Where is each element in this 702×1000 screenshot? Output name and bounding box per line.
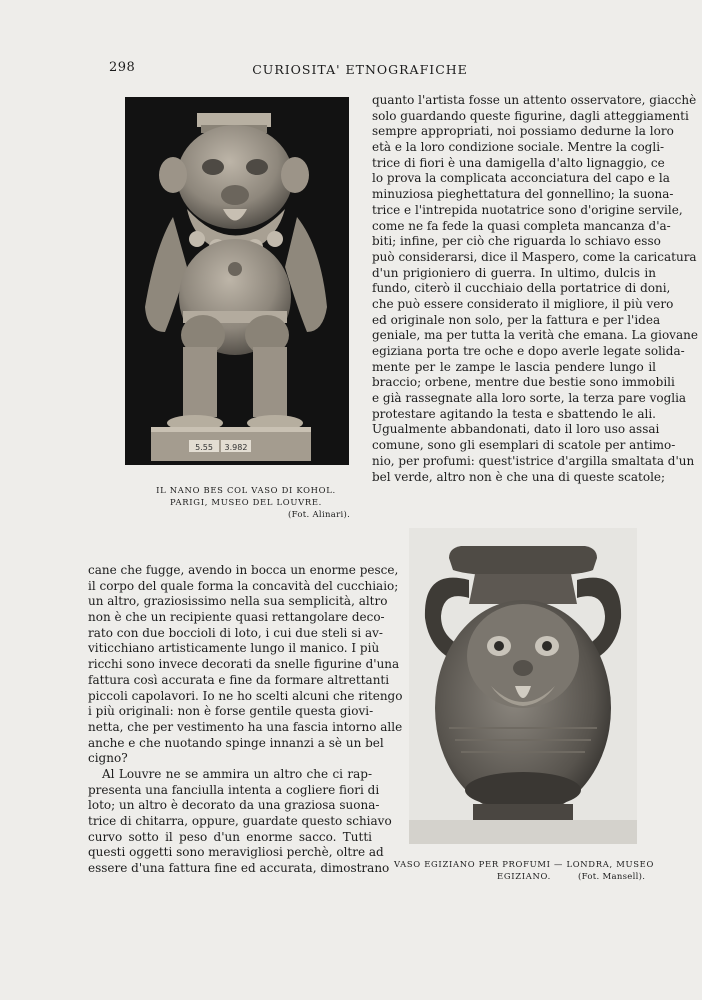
- text-line: come ne fa fede la quasi completa mancanza d'a-: [372, 218, 671, 233]
- text-line: Ugualmente abbandonati, dato il loro uso assai: [372, 422, 660, 437]
- text-line: trice di chitarra, oppure, guardate questo schiavo: [88, 814, 392, 828]
- text-column-left: [88, 563, 403, 877]
- figure-1-caption: [130, 484, 362, 508]
- text-line: solo guardando queste figurine, dagli atteggiamenti: [372, 108, 689, 123]
- text-line: cane che fugge, avendo in bocca un enorme pesce,: [88, 563, 399, 577]
- perfume-vase-illustration: [409, 528, 637, 844]
- text-line: nio, per profumi: quest'istrice d'argilla smaltata d'un: [372, 453, 695, 468]
- text-line: biti; infine, per ciò che riguarda lo schiavo esso: [372, 234, 661, 249]
- figure-2-caption: VASO EGIZIANO PER PROFUMI — LONDRA, MUSEO EGIZIANO.: [393, 859, 655, 881]
- text-line: fundo, citerò il cucchiaio della portatrice di doni,: [372, 281, 671, 296]
- text-line: il corpo del quale forma la concavità del cucchiaio;: [88, 578, 399, 593]
- text-line: mente per le zampe le lascia pendere lungo il: [372, 359, 656, 374]
- text-line: loto; un altro è decorato da una graziosa suona-: [88, 798, 380, 813]
- page-number: 298: [109, 60, 136, 75]
- text-line: essere d'una fattura fine ed accurata, dimostrano: [88, 861, 390, 876]
- text-line: viticchiano artisticamente lungo il manico. I più: [88, 641, 380, 656]
- text-line: braccio; orbene, mentre due bestie sono immobili: [372, 375, 675, 390]
- text-line: d'un prigioniero di guerra. In ultimo, dulcis in: [372, 265, 656, 280]
- text-line: lo prova la complicata acconciatura del capo e la: [372, 171, 670, 186]
- text-line: che può essere considerato il migliore, il più vero: [372, 296, 674, 311]
- text-line: cigno?: [88, 751, 128, 766]
- text-line: protestare agitando la testa e sbattendo le ali.: [372, 406, 656, 421]
- text-line: curvo sotto il peso d'un enorme sacco. Tutti: [88, 829, 372, 844]
- text-column-right: [372, 93, 698, 485]
- figure-1-caption-line-1: IL NANO BES COL VASO DI KOHOL.: [156, 485, 336, 495]
- text-line: rato con due boccioli di loto, i cui due steli si av-: [88, 625, 383, 640]
- figure-1-caption-line-2: PARIGI, MUSEO DEL LOUVRE.: [169, 497, 323, 507]
- text-line: questi oggetti sono meravigliosi perchè, oltre ad: [88, 845, 384, 860]
- text-line: quanto l'artista fosse un attento osservatore, giacchè: [372, 93, 697, 107]
- text-line: bel verde, altro non è che una di queste scatole;: [372, 469, 666, 484]
- text-line: fattura così accurata e fine da formare altrettanti: [88, 672, 390, 687]
- text-line: minuziosa pieghettatura del gonnellino; la suona-: [372, 187, 674, 202]
- text-line: netta, che per vestimento ha una fascia intorno alle: [88, 719, 403, 734]
- text-line: anche e che nuotando spinge innanzi a sè un bel: [88, 735, 384, 750]
- text-line: sempre appropriati, noi possiamo dedurne la loro: [372, 124, 674, 139]
- text-line: Al Louvre ne se ammira un altro che ci rap-: [102, 766, 372, 781]
- text-line: piccoli capolavori. Io ne ho scelti alcuni che ritengo: [88, 688, 403, 703]
- text-line: età e la loro condizione sociale. Mentre la cogli-: [372, 140, 665, 155]
- text-line: può considerarsi, dice il Maspero, come la caricatura: [372, 249, 697, 264]
- running-title: CURIOSITA' ETNOGRAFICHE: [252, 62, 468, 77]
- figure-2-photo-credit: (Fot. Mansell).: [578, 872, 646, 882]
- text-line: geniale, ma per tutta la verità che emana. La giovane: [372, 328, 698, 343]
- inventory-label-2: 3.982: [224, 443, 248, 452]
- bes-statuette-illustration: [125, 97, 349, 465]
- text-line: non è che un recipiente quasi rettangolare deco-: [88, 610, 385, 625]
- text-line: comune, sono gli esemplari di scatole per antimo-: [372, 438, 676, 453]
- text-line: i più originali: non è forse gentile questa giovi-: [88, 704, 374, 719]
- photo-bes-dwarf-statuette: [125, 97, 349, 465]
- text-line: presenta una fanciulla intenta a cogliere fiori di: [88, 782, 380, 797]
- figure-1-photo-credit: (Fot. Alinari).: [288, 510, 351, 520]
- text-line: ricchi sono invece decorati da snelle figurine d'una: [88, 657, 400, 672]
- text-line: e già rassegnate alla loro sorte, la terza pare voglia: [372, 391, 687, 406]
- text-line: trice di fiori è una damigella d'alto lignaggio, ce: [372, 155, 665, 170]
- text-line: egiziana porta tre oche e dopo averle legate solida-: [372, 344, 685, 358]
- text-line: trice e l'intrepida nuotatrice sono d'origine servile,: [372, 202, 683, 217]
- photo-egyptian-perfume-vase: [409, 528, 637, 844]
- text-line: ed originale non solo, per la fattura e per l'idea: [372, 312, 661, 327]
- text-line: un altro, graziosissimo nella sua semplicità, altro: [88, 594, 388, 609]
- inventory-label-1: 5.55: [195, 443, 213, 452]
